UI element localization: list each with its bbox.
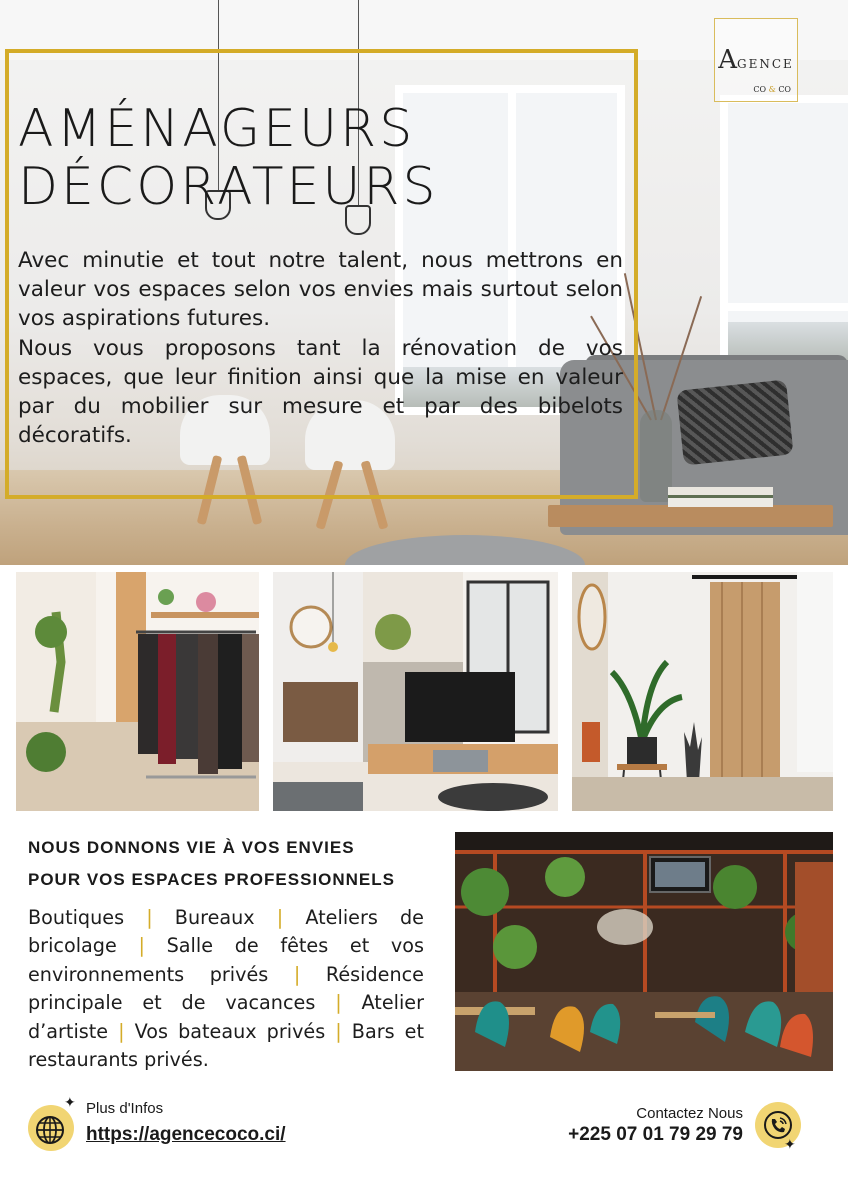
list-item: Bureaux bbox=[174, 906, 255, 929]
hero-text bbox=[18, 100, 623, 450]
cushion bbox=[676, 379, 793, 465]
books bbox=[668, 487, 773, 507]
website-link[interactable]: https://agencecoco.ci/ bbox=[86, 1124, 286, 1145]
list-item: Bars et restaurants privés. bbox=[28, 1019, 424, 1072]
photo-hallway bbox=[572, 572, 833, 811]
list-item: Boutiques bbox=[28, 906, 125, 929]
contact-label: Contactez Nous bbox=[636, 1105, 743, 1122]
list-item: Salle de fêtes et vos environnements privés bbox=[28, 934, 424, 986]
hero-title-line2: DÉCORATEURS bbox=[18, 157, 439, 217]
globe-icon bbox=[28, 1105, 74, 1151]
pro-spaces-list: Boutiques | Bureaux | Ateliers de bricolage | Salle de fêtes et vos environnements privés | Résidence principale et de vacances | Atelier d’artiste | Vos bateaux privés | Bars et restaurants privés. bbox=[28, 906, 424, 1072]
list-item: Vos bateaux privés bbox=[134, 1019, 326, 1043]
info-label: Plus d'Infos bbox=[86, 1100, 164, 1117]
photo-restaurant bbox=[455, 832, 833, 1071]
hero-title bbox=[18, 100, 623, 216]
hero-paragraph-2: Nous vous proposons tant la rénovation de vos espaces, que leur finition ainsi que la mise en valeur par du mobilier sur mesure et par des bibelots décoratifs. bbox=[18, 335, 623, 449]
hero-body bbox=[18, 246, 623, 450]
photo-living-room bbox=[273, 572, 558, 811]
window-right bbox=[720, 95, 848, 370]
coffee-table bbox=[548, 505, 833, 527]
photo-boutique bbox=[16, 572, 259, 811]
sparkle-icon: ✦ bbox=[64, 1094, 76, 1110]
list-item: Résidence principale et de vacances bbox=[28, 962, 424, 1015]
phone-number[interactable]: +225 07 01 79 29 79 bbox=[568, 1124, 743, 1145]
list-item: Ateliers de bricolage bbox=[28, 906, 424, 958]
agence-coco-logo: AGENCE CO & CO bbox=[714, 18, 798, 102]
sparkle-icon: ✦ bbox=[784, 1136, 796, 1152]
hero-title-line1: AMÉNAGEURS bbox=[18, 99, 416, 159]
list-item: Atelier d’artiste bbox=[28, 991, 424, 1043]
hero-paragraph-1: Avec minutie et tout notre talent, nous mettrons en valeur vos espaces selon vos envies mais surtout selon vos aspirations futures. bbox=[18, 248, 623, 332]
globe-badge bbox=[28, 1105, 74, 1151]
pro-heading bbox=[28, 832, 428, 896]
pro-heading-line2: POUR VOS ESPACES PROFESSIONNELS bbox=[28, 870, 395, 889]
pro-heading-line1: NOUS DONNONS VIE À VOS ENVIES bbox=[28, 838, 355, 857]
